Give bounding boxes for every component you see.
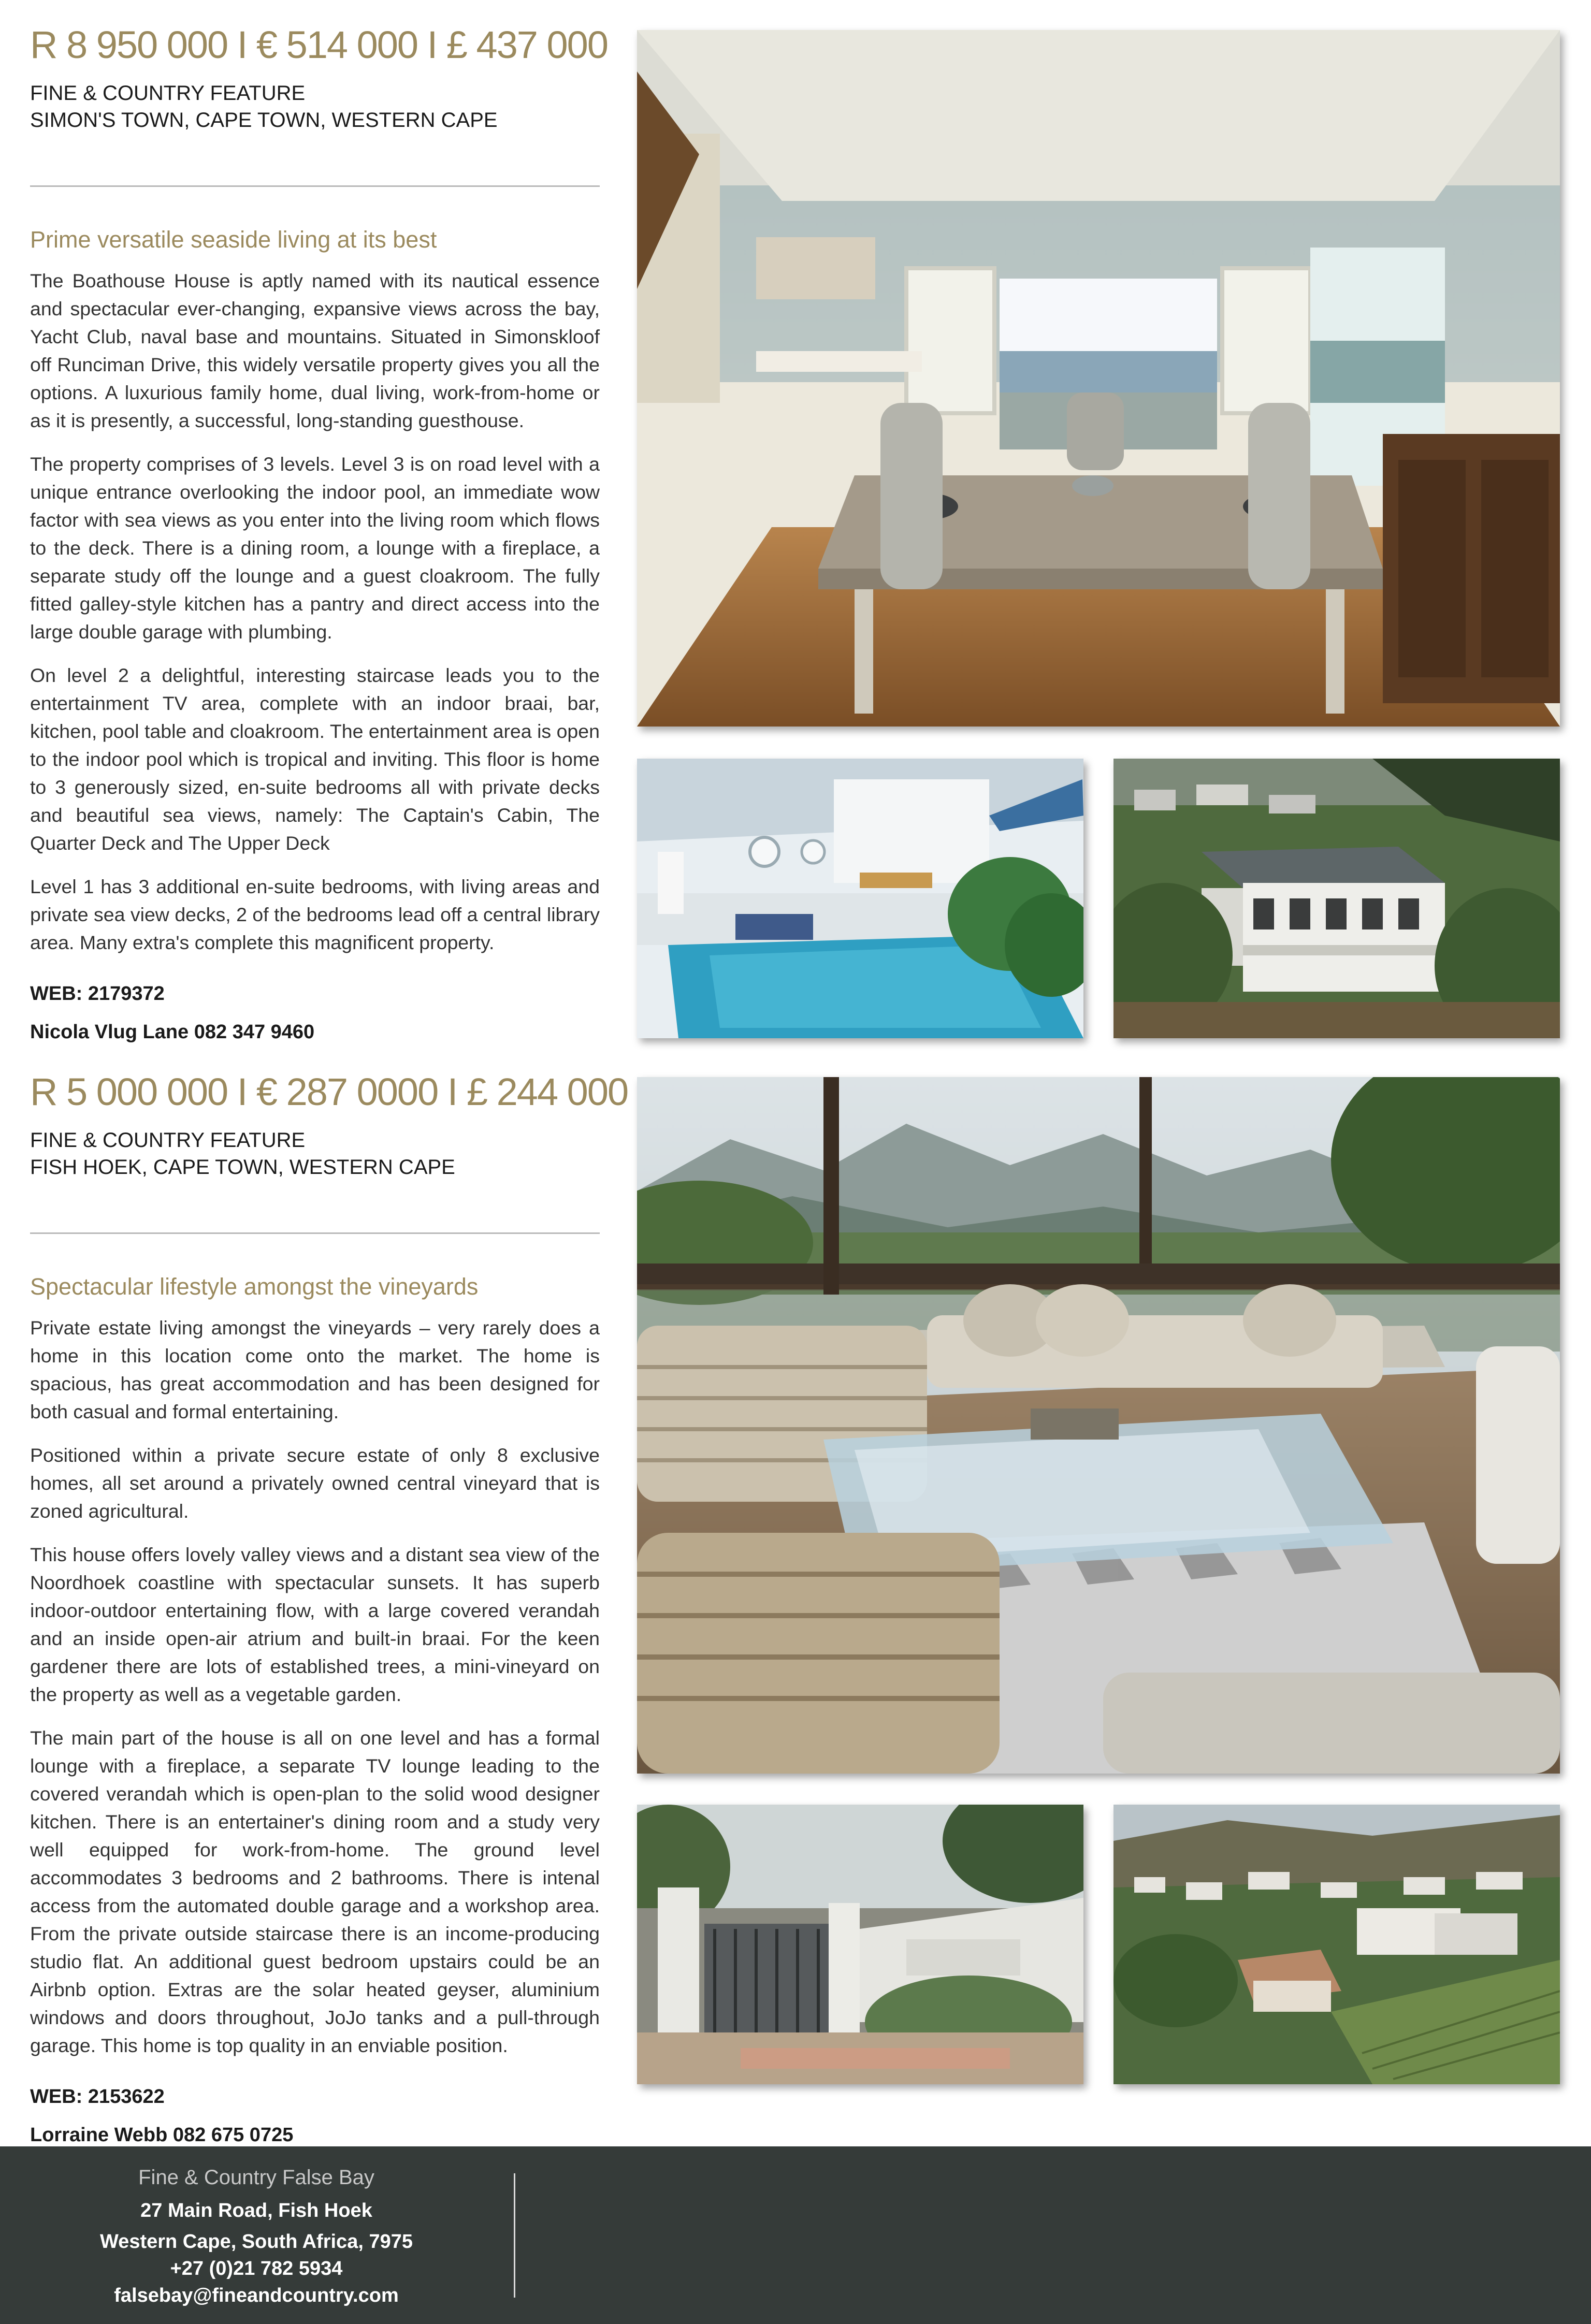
- listing-text: [30, 23, 608, 1044]
- photo-estate-aerial: [1113, 1805, 1560, 2084]
- office-phone: +27 (0)21 782 5934: [170, 2258, 343, 2279]
- agent-contact: Nicola Vlug Lane 082 347 9460: [30, 1021, 315, 1043]
- description-paragraph: The Boathouse House is aptly named with its nautical essence and spectacular ever-changing, expansive views across the bay, Yacht Club, naval base and mountains. Situated in Simonskloof off Runciman Drive, this widely versatile property gives you all the options. A luxurious family home, dual living, work-from-home or as it is presently, a successful, long-standing guesthouse.: [30, 270, 600, 431]
- description-paragraph: On level 2 a delightful, interesting staircase leads you to the entertainment TV area, complete with an indoor braai, bar, kitchen, pool table and cloakroom. The entertainment area is open to the indoor pool which is tropical and inviting. This floor is home to 3 generously sized, en-suite bedrooms all with private decks and beautiful sea views, namely: The Captain's Cabin, The Quarter Deck and The Upper Deck: [30, 664, 600, 854]
- photo-dining-room: [637, 30, 1560, 727]
- listing-text: [30, 1070, 628, 2147]
- feature-label: FINE & COUNTRY FEATURE: [30, 1129, 306, 1152]
- listing-price: R 5 000 000 I € 287 0000 I £ 244 000: [30, 1070, 628, 1113]
- office-address-line: Western Cape, South Africa, 7975: [100, 2231, 413, 2253]
- office-name: Fine & Country False Bay: [138, 2166, 374, 2189]
- listing-location: SIMON'S TOWN, CAPE TOWN, WESTERN CAPE: [30, 109, 498, 132]
- description-paragraph: This house offers lovely valley views and a distant sea view of the Noordhoek coastline with spectacular sunsets. It has superb indoor-outdoor entertaining flow, with a large covered verandah and an inside open-air atrium and built-in braai. For the keen gardener there are lots of established trees, a mini-vineyard on the property as well as a vegetable garden.: [30, 1544, 600, 1705]
- photo-indoor-pool: [637, 759, 1083, 1038]
- description-paragraph: The main part of the house is all on one level and has a formal lounge with a fireplace, a separate TV lounge leading to the covered verandah which is open-plan to the solid wood designer kitchen. There is an entertainer's dining room and a study very well equipped for work-from-home. The ground level accommodates 3 bedrooms and 2 bathrooms. There is intenal access from the automated double garage and a workshop area. From the private outside staircase there is an income-producing studio flat. An additional guest bedroom upstairs could be an Airbnb option. Extras are the solar heated geyser, aluminium windows and doors throughout, JoJo tanks and a pull-through garage. This home is top quality in an enviable position.: [30, 1727, 600, 2056]
- office-footer: [0, 2146, 1591, 2324]
- office-address-line: 27 Main Road, Fish Hoek: [140, 2200, 372, 2221]
- photo-verandah: [637, 1077, 1560, 1774]
- web-reference: WEB: 2153622: [30, 2086, 165, 2108]
- description-paragraph: The property comprises of 3 levels. Level 3 is on road level with a unique entrance overlooking the indoor pool, an immediate wow factor with sea views as you enter into the living room which flows to the deck. There is a dining room, a lounge with a fireplace, a separate study off the lounge and a guest cloakroom. The fully fitted galley-style kitchen has a pantry and direct access into the large double garage with plumbing.: [30, 453, 600, 643]
- description-paragraph: Level 1 has 3 additional en-suite bedrooms, with living areas and private sea view decks, 2 of the bedrooms lead off a central library area. Many extra's complete this magnificent property.: [30, 876, 600, 953]
- photo-house-exterior: [1113, 759, 1560, 1038]
- office-email[interactable]: falsebay@fineandcountry.com: [114, 2285, 399, 2306]
- listing-location: FISH HOEK, CAPE TOWN, WESTERN CAPE: [30, 1156, 455, 1179]
- web-reference: WEB: 2179372: [30, 983, 165, 1005]
- agent-contact: Lorraine Webb 082 675 0725: [30, 2124, 294, 2146]
- listing-price: R 8 950 000 I € 514 000 I £ 437 000: [30, 23, 608, 66]
- listing-headline: Spectacular lifestyle amongst the vineyards: [30, 1273, 479, 1300]
- description-paragraph: Private estate living amongst the vineyards – very rarely does a home in this location come onto the market. The home is spacious, has great accommodation and has been designed for both casual and formal entertaining.: [30, 1317, 600, 1422]
- listing-fish-hoek: [0, 1056, 1591, 2146]
- feature-label: FINE & COUNTRY FEATURE: [30, 82, 306, 105]
- photo-estate-gate: [637, 1805, 1083, 2084]
- footer-divider: [514, 2173, 515, 2298]
- office-contact-block: [78, 2162, 435, 2309]
- listing-simons-town: [0, 0, 1591, 1056]
- divider: [30, 185, 600, 187]
- listing-headline: Prime versatile seaside living at its best: [30, 226, 437, 253]
- divider: [30, 1232, 600, 1234]
- description-paragraph: Positioned within a private secure estate of only 8 exclusive homes, all set around a privately owned central vineyard that is zoned agricultural.: [30, 1444, 600, 1522]
